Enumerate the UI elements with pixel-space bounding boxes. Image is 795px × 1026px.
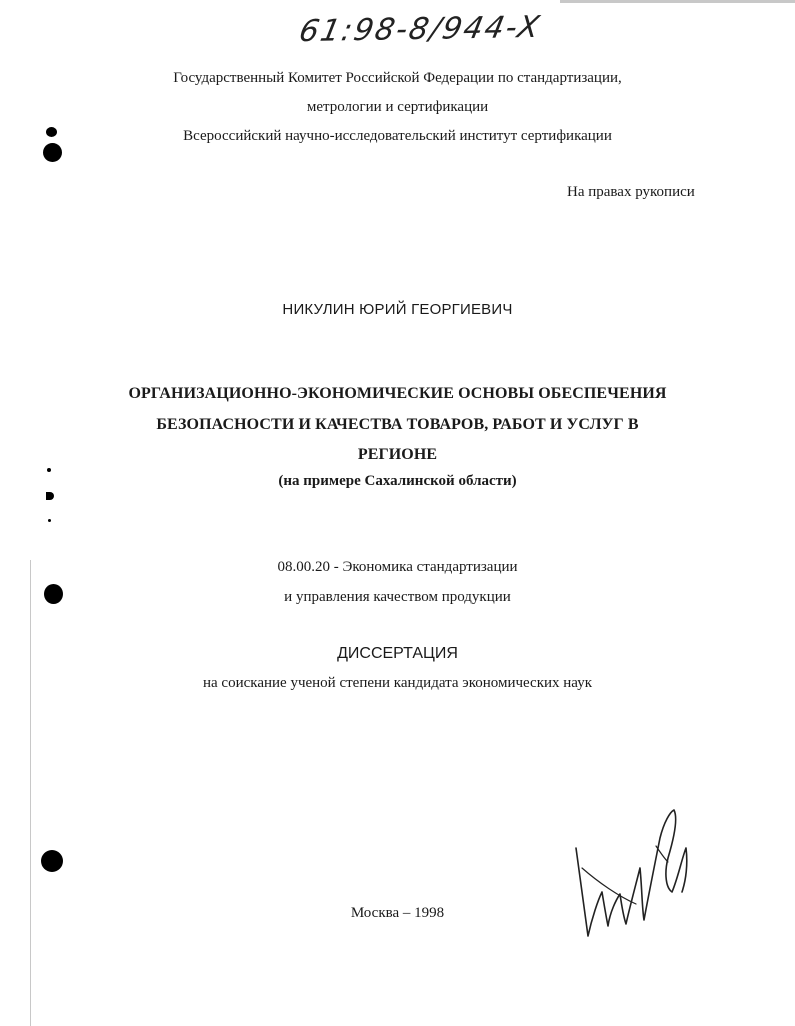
specialty-line-1: 08.00.20 - Экономика стандартизации — [277, 559, 518, 575]
scan-top-edge — [560, 0, 795, 3]
title-line-1: ОРГАНИЗАЦИОННО-ЭКОНОМИЧЕСКИЕ ОСНОВЫ ОБЕСПЕЧЕНИЯ — [128, 385, 667, 402]
title-line-3: РЕГИОНЕ — [357, 446, 438, 463]
title-subtitle: (на примере Сахалинской области) — [278, 473, 517, 489]
handwritten-archive-number: 61:98-8/944-X — [296, 9, 544, 50]
binder-hole-top — [43, 143, 62, 162]
author-signature — [568, 808, 693, 948]
binder-mark-small — [46, 127, 57, 137]
author-name: НИКУЛИН ЮРИЙ ГЕОРГИЕВИЧ — [282, 301, 513, 318]
speck-dot — [48, 519, 51, 522]
binder-hole-middle — [44, 584, 63, 604]
title-line-2: БЕЗОПАСНОСТИ И КАЧЕСТВА ТОВАРОВ, РАБОТ И УСЛУГ В — [156, 416, 639, 433]
speck-dot — [47, 468, 51, 472]
header-line-3: Всероссийский научно-исследовательский институт сертификации — [183, 128, 612, 144]
scan-left-edge — [30, 560, 31, 1026]
degree-line: на соискание ученой степени кандидата экономических наук — [202, 675, 592, 691]
binder-hole-bottom — [41, 850, 63, 872]
specialty-line-2: и управления качеством продукции — [284, 589, 511, 605]
header-line-2: метрологии и сертификации — [306, 99, 489, 115]
header-line-1: Государственный Комитет Российской Федерации по стандартизации, — [173, 70, 622, 86]
work-type: ДИССЕРТАЦИЯ — [337, 645, 458, 662]
place-year: Москва – 1998 — [350, 905, 445, 921]
manuscript-note: На правах рукописи — [567, 184, 695, 200]
binder-mark-arrow — [46, 492, 54, 500]
